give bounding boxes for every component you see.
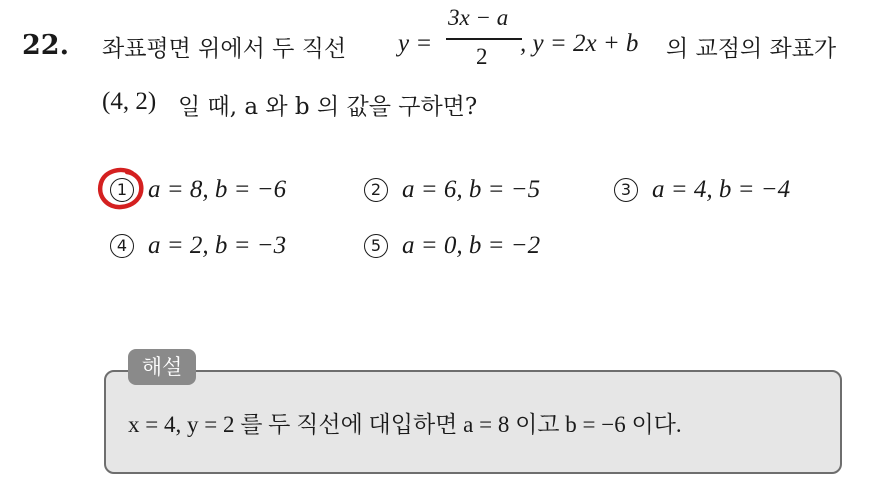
answer-circle-mark (96, 166, 148, 212)
choice-3[interactable] (614, 176, 790, 204)
question-line1-tail: 의 교점의 좌표가 (666, 36, 837, 62)
question-line2-text: 일 때, a 와 b 의 값을 구하면? (178, 94, 478, 120)
question-line1-text: 좌표평면 위에서 두 직선 (102, 36, 347, 62)
equation1-fraction (446, 2, 522, 74)
solution-tag: 해설 (128, 349, 196, 385)
solution-box (104, 370, 842, 474)
question-number: 22. (22, 30, 69, 61)
choice-text: a = 2, b = −3 (148, 232, 287, 259)
fraction-numerator: 3x − a (448, 5, 509, 30)
question-point: (4, 2) (102, 88, 157, 115)
equation2: , y = 2x + b (520, 30, 639, 57)
choice-2[interactable] (364, 176, 540, 204)
choice-marker: 5 (364, 234, 388, 258)
choice-5[interactable] (364, 232, 540, 260)
choice-marker: 2 (364, 178, 388, 202)
choice-text: a = 6, b = −5 (402, 176, 541, 203)
choice-text: a = 4, b = −4 (652, 176, 791, 203)
choice-4[interactable] (110, 232, 286, 260)
fraction-denominator: 2 (476, 44, 488, 69)
choice-marker: 4 (110, 234, 134, 258)
equation1-lhs: y = (398, 30, 433, 57)
solution-text: x = 4, y = 2 를 두 직선에 대입하면 a = 8 이고 b = −6 이다. (128, 412, 682, 437)
choice-marker: 3 (614, 178, 638, 202)
choice-marker: 1 (110, 178, 134, 202)
fraction-bar (446, 38, 522, 40)
choice-text: a = 0, b = −2 (402, 232, 541, 259)
choice-text: a = 8, b = −6 (148, 176, 287, 203)
